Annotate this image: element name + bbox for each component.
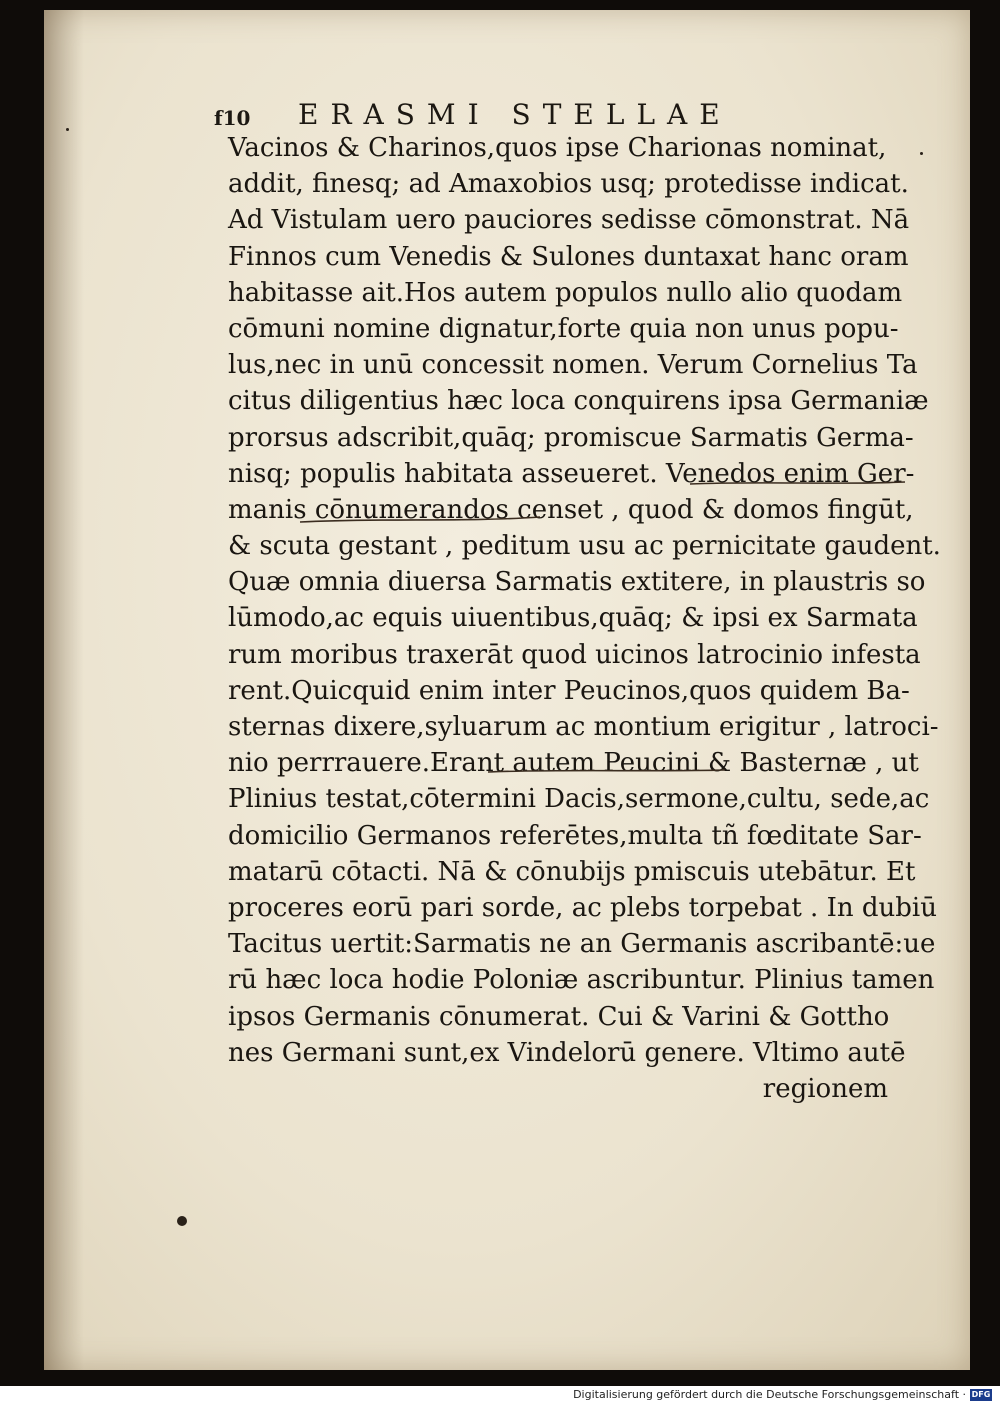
dfg-logo: DFG (971, 1390, 991, 1399)
text-line: cōmuni nomine dignatur,forte quia non unus popu- (228, 313, 899, 344)
ink-speck (177, 1216, 187, 1226)
catchword: regionem (762, 1073, 888, 1104)
text-line: proceres eorū pari sorde, ac plebs torpebat . In dubiū (228, 892, 937, 923)
body-text (228, 130, 941, 1107)
text-line: Tacitus uertit:Sarmatis ne an Germanis ascribantē:ue (228, 929, 936, 960)
text-line: rent.Quicquid enim inter Peucinos,quos quidem Ba- (228, 675, 910, 706)
text-line: habitasse ait.Hos autem populos nullo alio quodam (228, 277, 903, 308)
ink-speck (920, 152, 923, 155)
text-line: nes Germani sunt,ex Vindelorū genere. Vltimo autē (228, 1037, 906, 1068)
text-line: rum moribus traxerāt quod uicinos latrocinio infesta (228, 639, 921, 670)
text-line: ipsos Germanis cōnumerat. Cui & Varini & Gottho (228, 1001, 890, 1032)
footer-bar (0, 1386, 1000, 1405)
text-line-underlined: manis cōnumerandos censet , quod & domos fingūt, (228, 494, 914, 525)
footer-credit: Digitalisierung gefördert durch die Deutsche Forschungsgemeinschaft · (573, 1388, 966, 1401)
text-line: Vacinos & Charinos,quos ipse Charionas nominat, (228, 133, 887, 163)
text-line: sternas dixere,syluarum ac montium erigitur , latroci- (228, 712, 939, 742)
text-line-underlined: nio perrrauere.Erant autem Peucini & Basternæ , ut (228, 748, 919, 779)
text-line: rū hæc loca hodie Poloniæ ascribuntur. Plinius tamen (228, 965, 935, 996)
running-title: ERASMI STELLAE (298, 98, 732, 131)
text-line: Quæ omnia diuersa Sarmatis extitere, in plaustris so (228, 567, 926, 598)
text-line-underlined: nisq; populis habitata asseueret. Venedos enim Ger- (228, 458, 915, 489)
running-head (214, 98, 774, 134)
text-line: citus diligentius hæc loca conquirens ipsa Germaniæ (228, 386, 929, 417)
text-line: Plinius testat,cōtermini Dacis,sermone,cultu, sede,ac (228, 784, 930, 815)
text-line: Ad Vistulam uero pauciores sedisse cōmonstrat. Nā (228, 205, 910, 236)
text-line: & scuta gestant , peditum usu ac pernicitate gaudent. (228, 531, 941, 562)
text-line: lus,nec in unū concessit nomen. Verum Cornelius Ta (228, 350, 918, 381)
text-line: lūmodo,ac equis uiuentibus,quāq; & ipsi ex Sarmata (228, 603, 918, 634)
text-line: prorsus adscribit,quāq; promiscue Sarmatis Germa- (228, 422, 914, 453)
text-line: domicilio Germanos referētes,multa tñ fœditate Sar- (228, 820, 922, 851)
text-line: matarū cōtacti. Nā & cōnubijs pmiscuis utebātur. Et (228, 856, 916, 887)
text-line: Finnos cum Venedis & Sulones duntaxat hanc oram (228, 241, 909, 272)
folio-number: f10 (214, 106, 251, 130)
gutter-shadow (44, 10, 84, 1370)
text-line: addit, finesq; ad Amaxobios usq; protedisse indicat. (228, 169, 909, 200)
ink-speck (66, 128, 69, 131)
